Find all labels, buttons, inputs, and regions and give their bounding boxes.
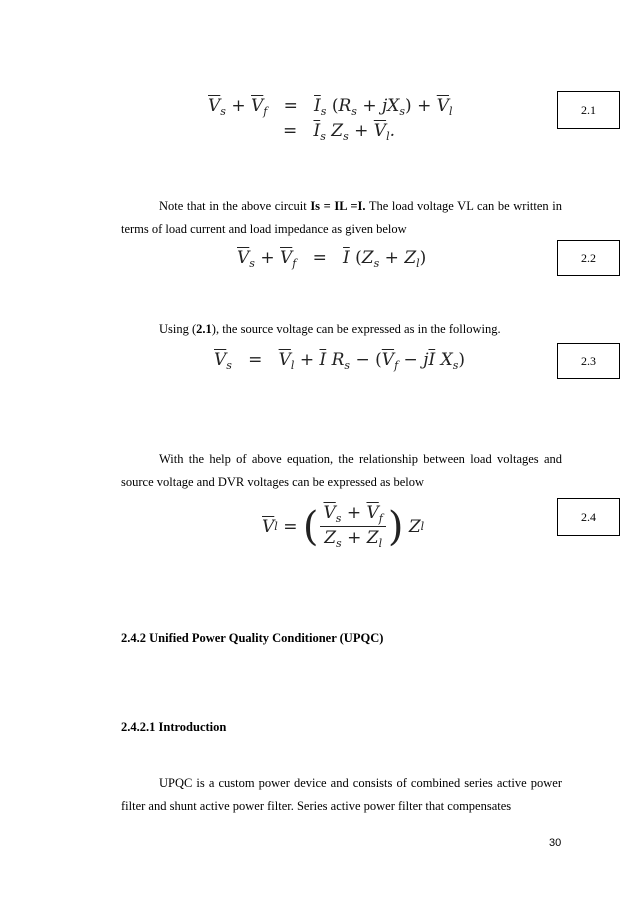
equation-2-3: $\overline{V}_s = \overline{V}_l + \overline{I}$ $R_s - (\overline{V}_f - j\overline{I}$ $X_s$) — [214, 350, 466, 372]
paragraph-using-eq — [121, 318, 562, 341]
text: With the help of above equation, the relationship between load voltages and source voltage and DVR voltages can be expressed as below — [121, 452, 562, 489]
equation-2-1-line2: = $\overline{I}_s$ $Z_s + \overline{V}_l$. — [283, 121, 395, 143]
paragraph-upqc-intro — [121, 772, 562, 818]
subsection-heading-introduction: 2.4.2.1 Introduction — [121, 720, 227, 734]
equation-number-2-4 — [557, 498, 620, 536]
equation-2-1-line1: $\overline{V}_s + \overline{V}_f = \overline{I}_s$ $(R_s + jX_s) + \overline{V}_l$ — [208, 96, 453, 118]
equation-number-2-2 — [557, 240, 620, 276]
bold-text: 2.1 — [196, 322, 212, 336]
bold-text: Is = IL =I. — [310, 199, 366, 213]
text: ), the source voltage can be expressed as in the following. — [211, 322, 501, 336]
page-number: 30 — [549, 837, 562, 849]
equation-label: 2.1 — [581, 102, 596, 117]
equation-2-4: $\overline{V}$ l = ( $\frac{\overline{V}_s + \overline{V}_f}{Z_s + Z_l}$ ) Z l — [262, 503, 425, 550]
section-heading-upqc: 2.4.2 Unified Power Quality Conditioner (UPQC) — [121, 631, 384, 645]
paragraph-relationship — [121, 448, 562, 494]
text: Note that in the above circuit — [159, 199, 311, 213]
equation-number-2-1 — [557, 91, 620, 129]
text: The load voltage VL can be written in terms of load current and load impedance as given below — [121, 199, 562, 236]
equation-label: 2.2 — [581, 250, 596, 265]
equation-2-2: $\overline{V}_s + \overline{V}_f = \overline{I}$ $(Z_s + Z_l)$ — [237, 248, 427, 270]
paragraph-circuit-note — [121, 195, 562, 241]
equation-number-2-3 — [557, 343, 620, 379]
text: UPQC is a custom power device and consists of combined series active power filter and shunt active power filter. Series active power filter that compensates — [121, 776, 562, 813]
text: Using ( — [159, 322, 197, 336]
equation-label: 2.3 — [581, 353, 596, 368]
equation-label: 2.4 — [581, 509, 596, 524]
